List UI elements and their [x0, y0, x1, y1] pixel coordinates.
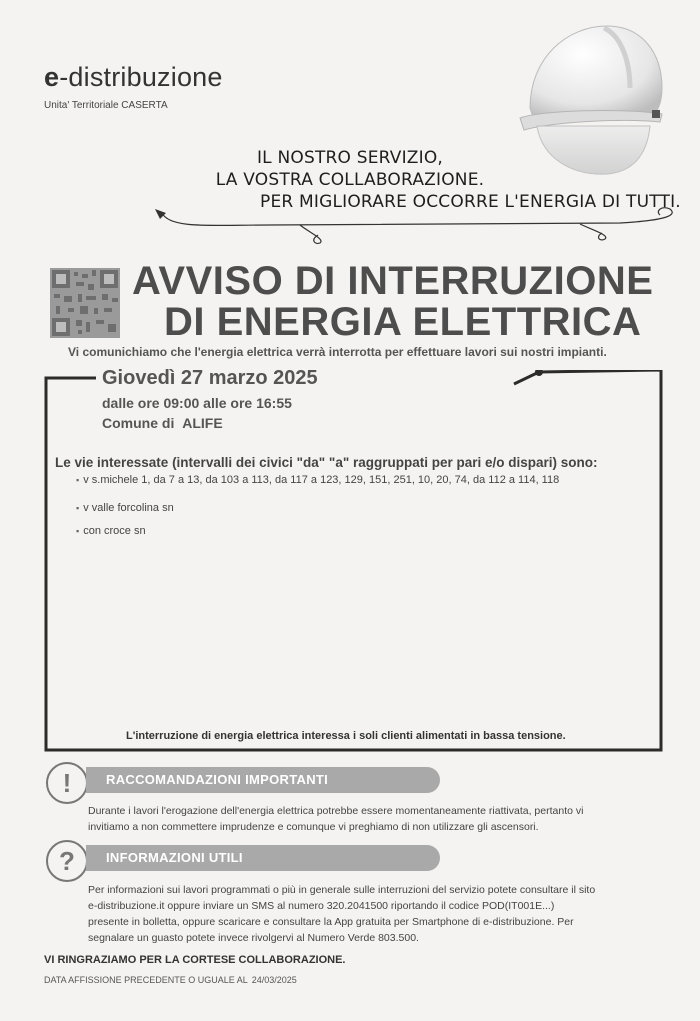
posting-date: 24/03/2025	[251, 975, 297, 985]
interruption-date: Giovedì 27 marzo 2025	[102, 367, 318, 389]
street-item: ▪ con croce sn	[76, 525, 146, 537]
intro-text: Vi comunichiamo che l'energia elettrica verrà interrotta per effettuare lavori sui nostri impianti.	[68, 345, 607, 359]
info-text	[88, 882, 595, 946]
info-header: INFORMAZIONI UTILI	[86, 845, 440, 871]
recommendations-line: invitiamo a non commettere imprudenze e comunque vi preghiamo di non utilizzare gli ascensori.	[88, 821, 539, 833]
street-item: ▪ v valle forcolina sn	[76, 502, 174, 514]
streets-heading: Le vie interessate (intervalli dei civici "da" "a" raggruppati per pari e/o dispari) sono:	[55, 455, 598, 470]
municipality	[102, 415, 223, 431]
territorial-unit: Unita' Territoriale CASERTA	[44, 100, 168, 111]
brand-prefix: e	[44, 62, 60, 92]
street-item: ▪ v s.michele 1, da 7 a 13, da 103 a 113, da 117 a 123, 129, 151, 251, 10, 20, 74, da 112 a 114, 118	[76, 474, 559, 486]
brand-logo	[44, 62, 223, 93]
info-line: presente in bolletta, oppure scaricare e consultare la App gratuita per Smartphone di e-distribuzione. Per	[88, 916, 574, 928]
recommendations-text	[88, 803, 583, 835]
municipality-label: Comune di	[102, 415, 175, 431]
brand-name: -distribuzione	[59, 62, 223, 92]
exclamation-icon: !	[46, 762, 88, 804]
notice-title-line-1: AVVISO DI INTERRUZIONE	[132, 259, 654, 303]
power-cable-decoration	[150, 195, 690, 250]
thanks-text: VI RINGRAZIAMO PER LA CORTESE COLLABORAZIONE.	[44, 954, 346, 966]
info-line: e-distribuzione.it oppure inviare un SMS al numero 320.2041500 riportando il codice POD(IT001E...)	[88, 900, 555, 912]
posting-date-label: DATA AFFISSIONE PRECEDENTE O UGUALE AL	[44, 975, 248, 985]
interruption-hours: dalle ore 09:00 alle ore 16:55	[102, 395, 292, 411]
info-line: segnalare un guasto potete invece rivolgervi al Numero Verde 803.500.	[88, 932, 419, 944]
slogan-line-2: LA VOSTRA COLLABORAZIONE.	[215, 170, 485, 190]
recommendations-header: RACCOMANDAZIONI IMPORTANTI	[86, 767, 440, 793]
slogan-line-1: IL NOSTRO SERVIZIO,	[256, 148, 444, 168]
municipality-name: ALIFE	[182, 415, 223, 431]
notice-title-line-2: DI ENERGIA ELETTRICA	[164, 300, 642, 344]
info-line: Per informazioni sui lavori programmati o più in generale sulle interruzioni del servizio potete consultare il sito	[88, 884, 596, 896]
posting-date-line	[44, 975, 297, 985]
qr-code	[50, 268, 120, 338]
recommendations-line: Durante i lavori l'erogazione dell'energia elettrica potrebbe essere momentaneamente riattivata, pertanto vi	[88, 805, 584, 817]
question-icon: ?	[46, 840, 88, 882]
slogan-line-3: PER MIGLIORARE OCCORRE L'ENERGIA DI TUTTI.	[260, 192, 681, 212]
low-voltage-note: L'interruzione di energia elettrica interessa i soli clienti alimentati in bassa tensione.	[126, 730, 566, 742]
